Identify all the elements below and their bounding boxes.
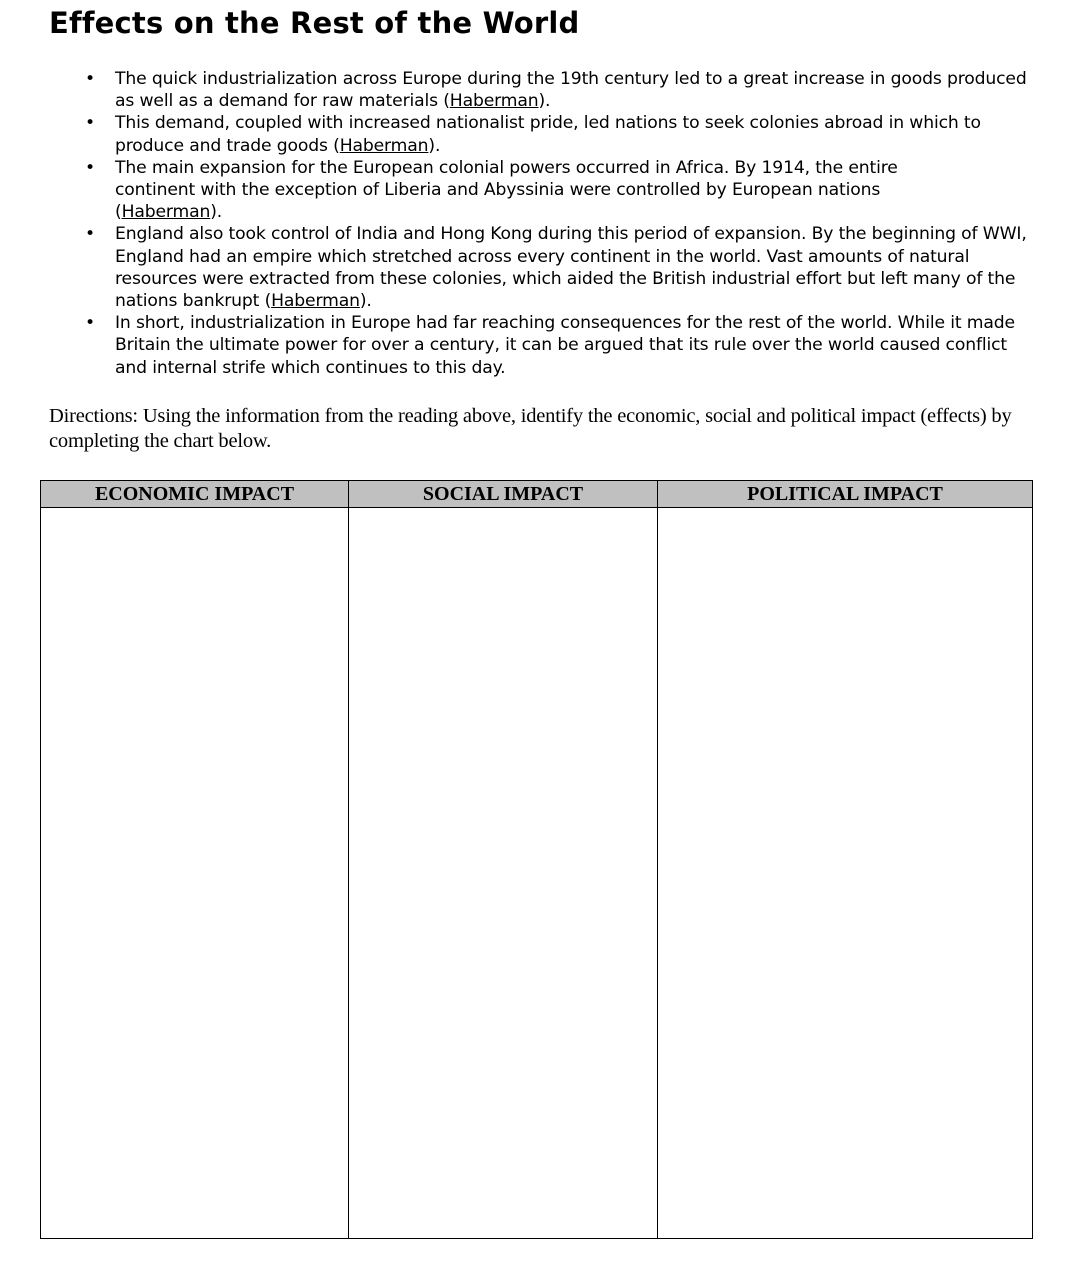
bullet-item [85, 112, 1035, 156]
bullet-end: ). [538, 91, 551, 112]
bullet-end: ). [428, 135, 441, 156]
social-impact-cell[interactable] [349, 508, 658, 1239]
bullet-item [85, 68, 1035, 112]
citation: Haberman [449, 91, 539, 112]
bullet-text: England also took control of India and Hong Kong during this period of expansion. By the beginning of WWI, England had an empire which stretched across every continent in the world. Vast amounts of natural resources were extracted from these colonies, which aided the British industrial effort but left many of the nations bankrupt ( [115, 224, 1027, 312]
bullet-text: The main expansion for the European colonial powers occurred in Africa. By 1914, the entire continent with the exception of Liberia and Abyssinia were controlled by European nations ( [115, 157, 898, 223]
bullet-text: The quick industrialization across Europe during the 19th century led to a great increase in goods produced as well as a demand for raw materials ( [115, 69, 1027, 112]
citation: Haberman [121, 202, 211, 223]
bullet-list [85, 68, 1035, 379]
header-political-impact: POLITICAL IMPACT [658, 481, 1033, 508]
political-impact-cell[interactable] [658, 508, 1033, 1239]
bullet-end: ). [210, 202, 223, 223]
answer-row [41, 508, 1033, 1239]
impact-chart [40, 480, 1033, 1239]
bullet-text: This demand, coupled with increased nationalist pride, led nations to seek colonies abroad in which to produce and trade goods ( [115, 113, 981, 156]
header-social-impact: SOCIAL IMPACT [349, 481, 658, 508]
directions-text: Directions: Using the information from the reading above, identify the economic, social and political impact (effects) by completing the chart below. [49, 405, 1012, 452]
bullet-end: ). [359, 291, 372, 312]
bullet-text: In short, industrialization in Europe had far reaching consequences for the rest of the world. While it made Britain the ultimate power for over a century, it can be argued that its rule over the world caused conflict and internal strife which continues to this day. [115, 313, 1015, 378]
bullet-item [85, 312, 1035, 379]
bullet-item [85, 223, 1035, 312]
citation: Haberman [339, 135, 429, 156]
header-economic-impact: ECONOMIC IMPACT [41, 481, 349, 508]
bullet-item [85, 157, 1035, 224]
page-title: Effects on the Rest of the World [49, 6, 580, 40]
economic-impact-cell[interactable] [41, 508, 349, 1239]
header-row [41, 481, 1033, 508]
citation: Haberman [271, 291, 360, 312]
